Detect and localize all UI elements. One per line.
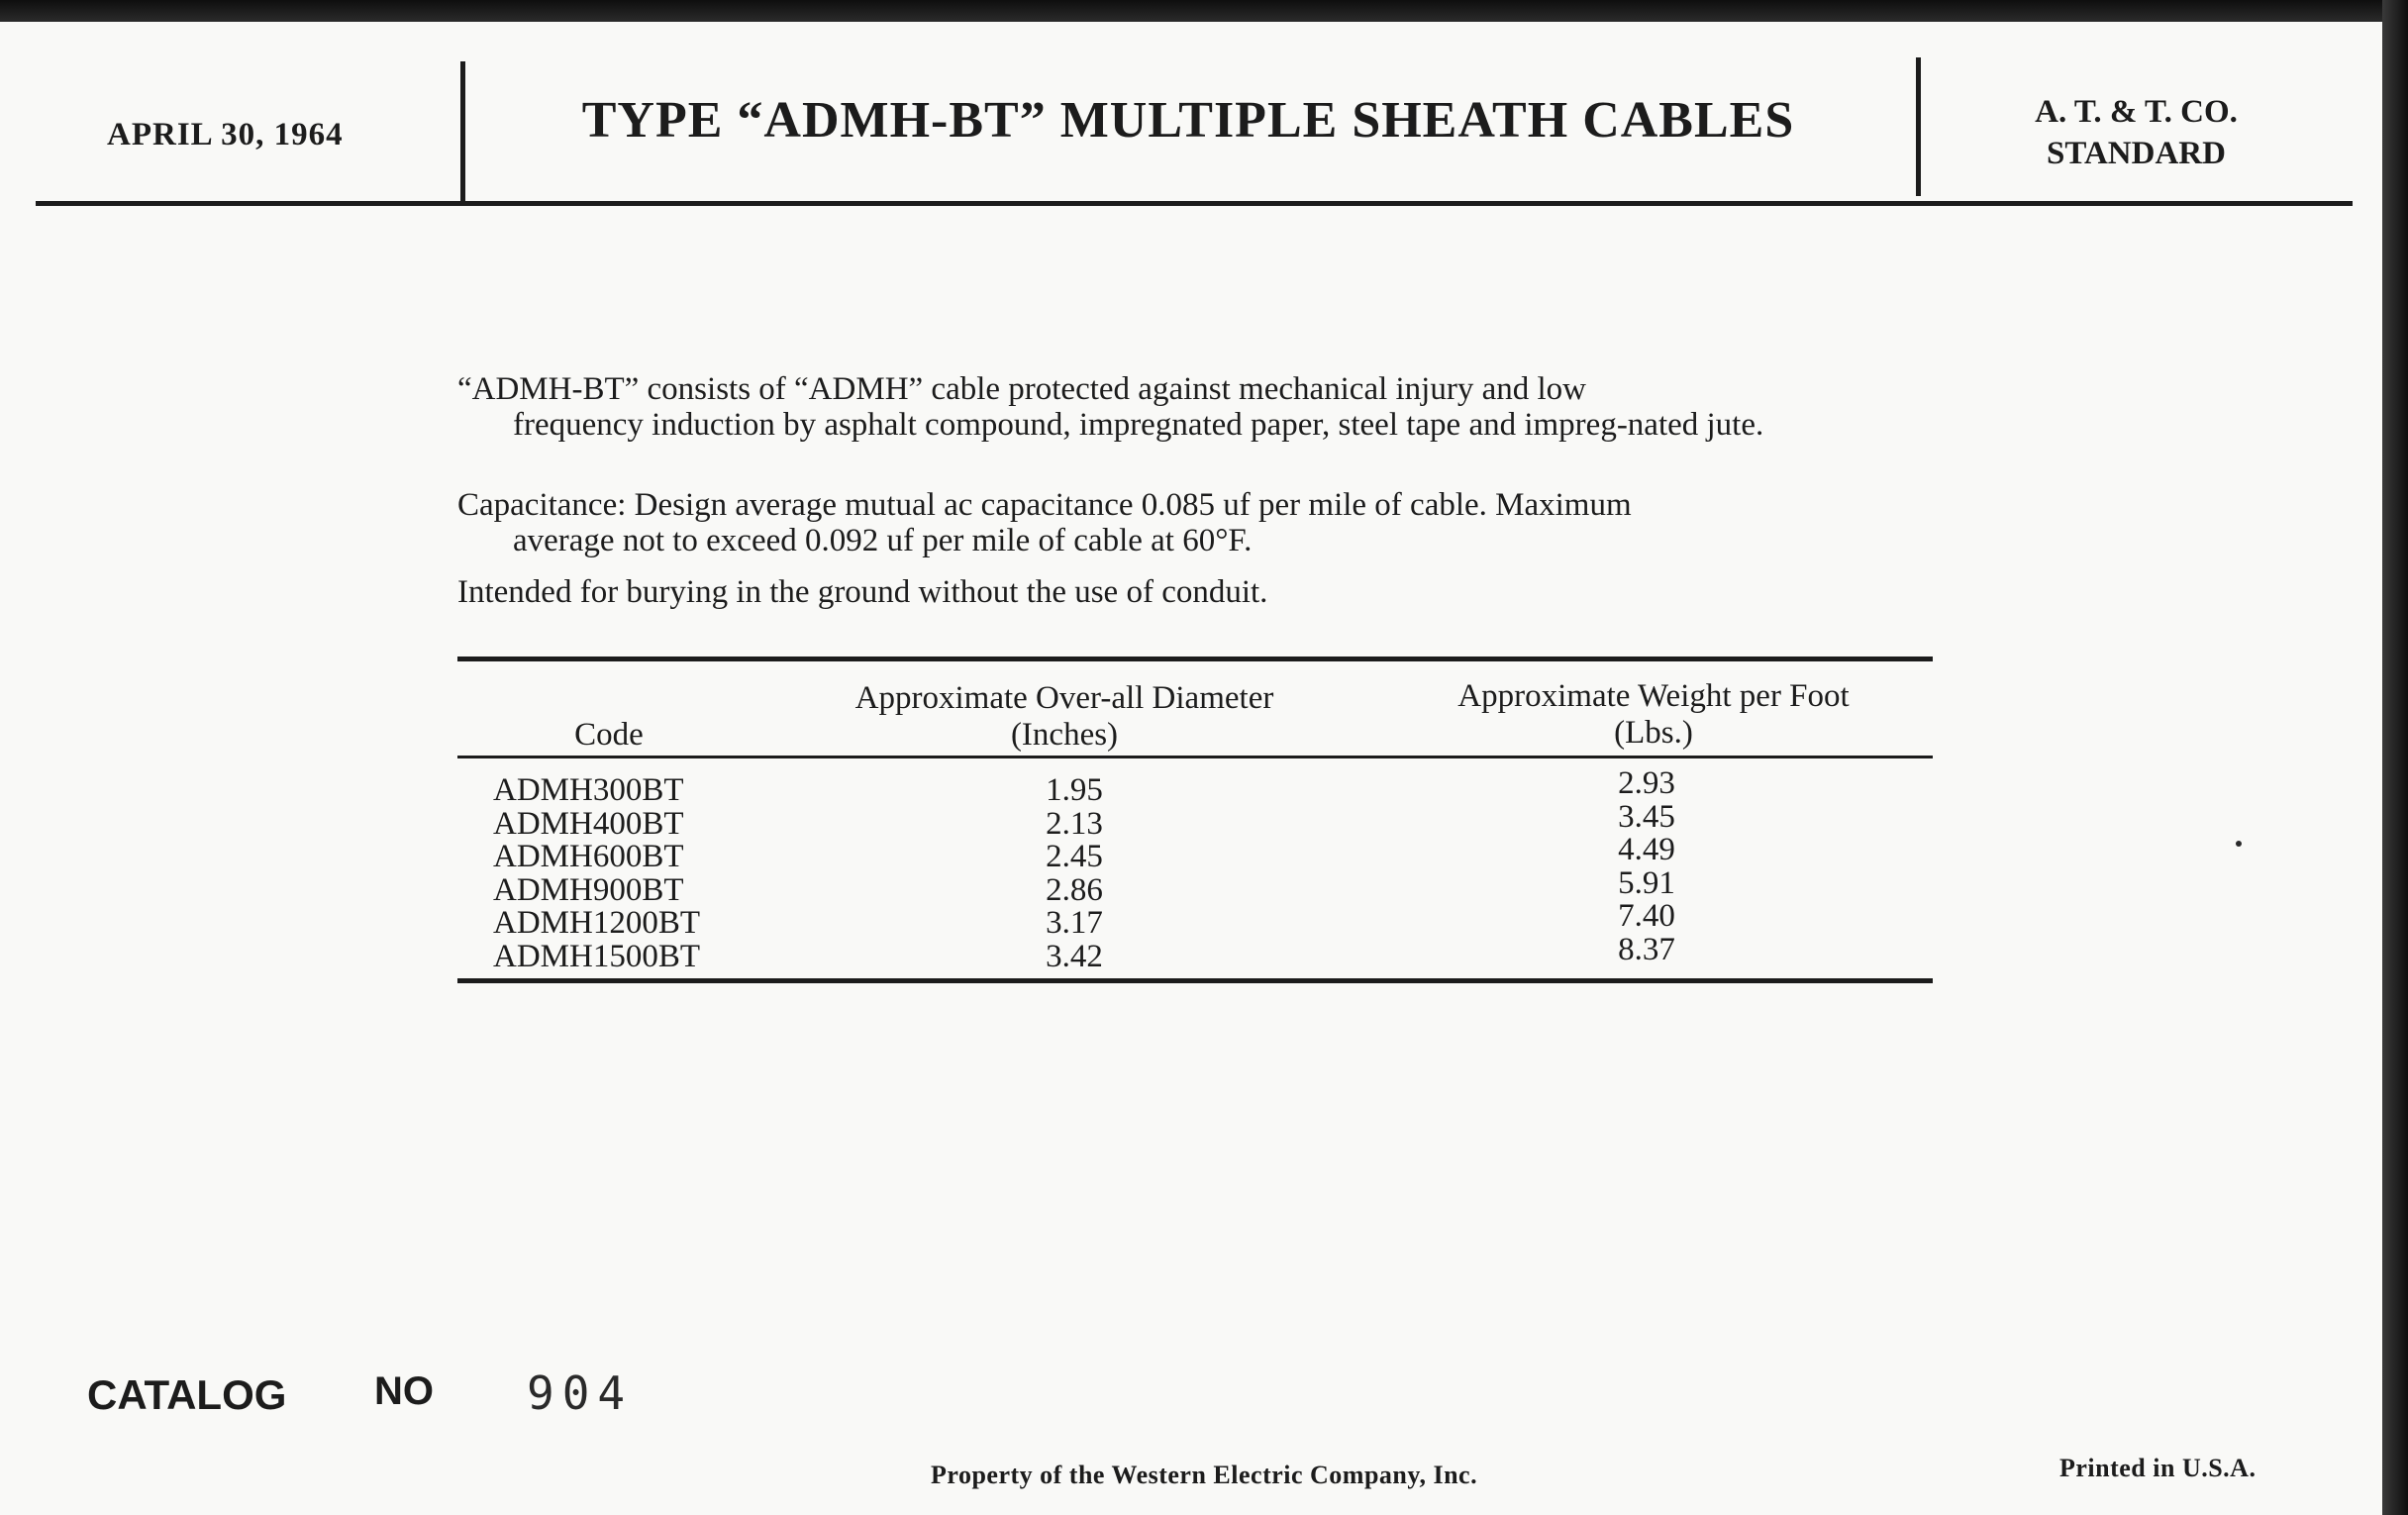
table-cell-weight: 3.45 [1618,798,1675,835]
table-cell-code: ADMH1500BT [493,938,701,974]
printed-notice: Printed in U.S.A. [2059,1454,2257,1482]
header-rule [36,201,2353,206]
column-header-diameter [782,680,1347,754]
description-continuation: frequency induction by asphalt compound, impregnated paper, steel tape and impreg-nated jute. [513,407,1764,443]
description-paragraph [457,371,1933,443]
table-header-rule [457,756,1933,758]
diameter-header-unit: (Inches) [1010,717,1119,753]
diameter-header-label: Approximate Over-all Diameter [854,680,1274,716]
weight-header-unit: (Lbs.) [1614,715,1693,751]
table-cell-weight: 4.49 [1618,832,1675,868]
standard-block [1965,91,2307,174]
table-top-rule [457,656,1933,661]
standard-label: STANDARD [2047,136,2226,171]
issue-date: APRIL 30, 1964 [107,117,344,152]
standard-company: A. T. & T. CO. [2035,94,2238,130]
table-cell-diameter: 3.42 [1046,938,1103,974]
scan-top-shadow [0,0,2408,22]
property-notice: Property of the Western Electric Company, Inc. [931,1461,1478,1489]
table-cell-diameter: 2.13 [1046,805,1103,842]
table-cell-diameter: 1.95 [1046,772,1103,808]
table-cell-diameter: 3.17 [1046,905,1103,942]
scan-right-edge [2382,0,2408,1515]
column-header-weight [1386,678,1921,752]
table-cell-weight: 7.40 [1618,898,1675,935]
capacitance-first-line: Capacitance: Design average mutual ac capacitance 0.085 uf per mile of cable. Maximum [457,487,1632,523]
table-cell-code: ADMH400BT [493,805,684,842]
table-cell-diameter: 2.45 [1046,839,1103,875]
table-cell-code: ADMH600BT [493,839,684,875]
column-header-code: Code [574,717,644,753]
description-first-line: “ADMH-BT” consists of “ADMH” cable protected against mechanical injury and low [457,371,1586,407]
capacitance-paragraph [457,487,1933,558]
catalog-no-label: NO [374,1369,434,1413]
table-cell-code: ADMH900BT [493,871,684,908]
paper-speck [2236,841,2242,847]
catalog-number: 904 [527,1366,634,1420]
table-cell-weight: 2.93 [1618,765,1675,801]
table-cell-weight: 5.91 [1618,864,1675,901]
table-cell-weight: 8.37 [1618,931,1675,967]
table-bottom-rule [457,978,1933,983]
capacitance-continuation: average not to exceed 0.092 uf per mile of cable at 60°F. [513,523,1253,558]
table-cell-code: ADMH300BT [493,772,684,808]
table-cell-code: ADMH1200BT [493,905,701,942]
usage-paragraph: Intended for burying in the ground without the use of conduit. [457,574,1268,610]
document-title: TYPE “ADMH-BT” MULTIPLE SHEATH CABLES [581,92,1795,149]
catalog-label: CATALOG [87,1371,287,1418]
code-column [493,774,700,974]
weight-header-label: Approximate Weight per Foot [1457,678,1850,714]
diameter-column [980,774,1168,974]
header-divider-right [1916,57,1921,196]
table-cell-diameter: 2.86 [1046,871,1103,908]
weight-column [1553,767,1741,967]
